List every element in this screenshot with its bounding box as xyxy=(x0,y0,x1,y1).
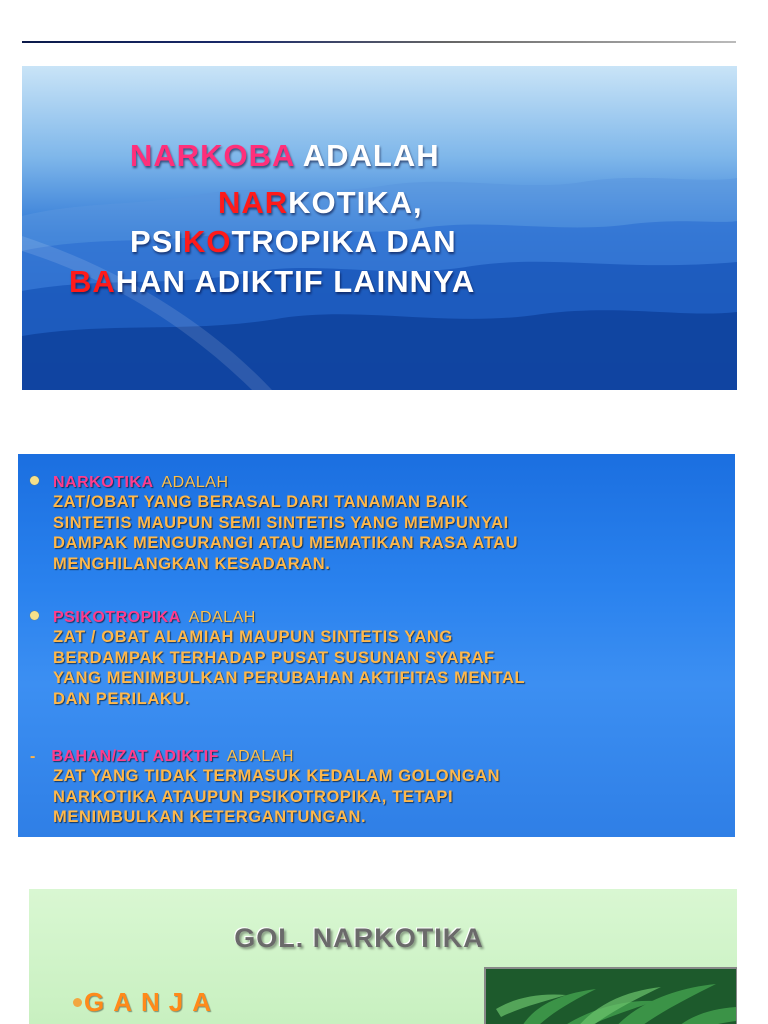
cannabis-leaf-icon xyxy=(486,969,736,1024)
list-item-ganja xyxy=(73,987,220,1018)
line3-pre: PSI xyxy=(130,224,183,259)
bullet-icon xyxy=(30,611,39,620)
slide1-line-1 xyxy=(130,138,440,174)
adalah-label: ADALAH xyxy=(161,474,229,491)
bullet-icon xyxy=(73,998,82,1007)
desc-line: SINTETIS MAUPUN SEMI SINTETIS YANG MEMPUNYAI xyxy=(53,513,509,532)
definition-heading xyxy=(30,474,725,492)
term-narkotika: NARKOTIKA xyxy=(53,474,154,491)
term-bahan-adiktif: BAHAN/ZAT ADIKTIF xyxy=(51,748,219,765)
top-divider-line xyxy=(22,41,736,43)
desc-line: BERDAMPAK TERHADAP PUSAT SUSUNAN SYARAF xyxy=(53,648,495,667)
definition-text xyxy=(53,766,725,828)
desc-line: ZAT/OBAT YANG BERASAL DARI TANAMAN BAIK xyxy=(53,493,469,511)
definition-heading xyxy=(30,748,725,766)
definition-psikotropika xyxy=(30,609,725,709)
dash-marker: - xyxy=(30,748,36,765)
highlight-narkoba: NARKOBA xyxy=(130,138,295,173)
desc-line: ZAT YANG TIDAK TERMASUK KEDALAM GOLONGAN xyxy=(53,767,501,785)
highlight-ba: BA xyxy=(69,264,116,299)
line1-rest: ADALAH xyxy=(294,138,440,173)
definition-bahan-adiktif xyxy=(30,748,725,828)
line4-rest: HAN ADIKTIF LAINNYA xyxy=(115,264,476,299)
line2-rest: KOTIKA, xyxy=(288,185,423,220)
line3-rest: TROPIKA DAN xyxy=(231,224,457,259)
desc-line: NARKOTIKA ATAUPUN PSIKOTROPIKA, TETAPI xyxy=(53,787,454,806)
slide-narkoba-definition xyxy=(22,66,737,390)
desc-line: YANG MENIMBULKAN PERUBAHAN AKTIFITAS MENTAL xyxy=(53,669,526,687)
bullet-icon xyxy=(30,476,39,485)
adalah-label: ADALAH xyxy=(188,609,256,626)
slide-gol-narkotika xyxy=(29,889,737,1024)
cannabis-leaf-image xyxy=(484,967,737,1024)
definition-text xyxy=(53,627,725,709)
ganja-label: GANJA xyxy=(84,987,221,1017)
desc-line: ZAT / OBAT ALAMIAH MAUPUN SINTETIS YANG xyxy=(53,628,453,646)
definition-text xyxy=(53,492,725,574)
desc-line: MENGHILANGKAN KESADARAN. xyxy=(53,554,331,573)
adalah-label: ADALAH xyxy=(226,748,294,765)
slide1-line-2 xyxy=(218,185,423,221)
desc-line: DAMPAK MENGURANGI ATAU MEMATIKAN RASA ATAU xyxy=(53,534,519,552)
slide-definitions xyxy=(18,454,735,837)
highlight-nar: NAR xyxy=(218,185,289,220)
desc-line: DAN PERILAKU. xyxy=(53,689,191,708)
definition-narkotika xyxy=(30,474,725,574)
slide3-title: GOL. NARKOTIKA xyxy=(234,923,484,953)
term-psikotropika: PSIKOTROPIKA xyxy=(53,609,181,626)
definition-heading xyxy=(30,609,725,627)
slide1-line-4 xyxy=(69,264,475,300)
slide1-line-3 xyxy=(130,224,457,260)
highlight-ko: KO xyxy=(182,224,232,259)
desc-line: MENIMBULKAN KETERGANTUNGAN. xyxy=(53,808,367,826)
